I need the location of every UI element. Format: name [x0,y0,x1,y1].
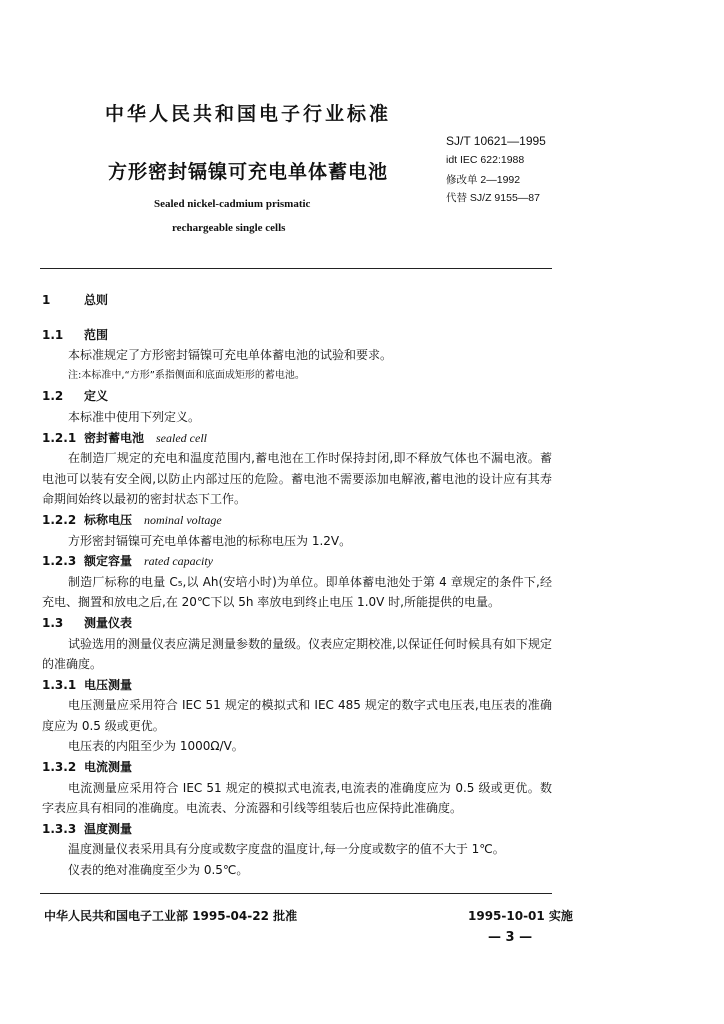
paragraph: 方形密封镉镍可充电单体蓄电池的标称电压为 1.2V。 [68,533,352,548]
amendment-reference: 修改单 2—1992 [446,174,521,186]
document-body [42,290,552,881]
note: 注:本标准中,“方形”系指侧面和底面成矩形的蓄电池。 [68,369,305,381]
section-heading: 1.3.3 温度测量 [42,821,133,836]
standard-code: SJ/T 10621—1995 [446,134,546,148]
paragraph: 制造厂标称的电量 C₅,以 Ah(安培小时)为单位。即单体蓄电池处于第 4 章规定的条件下,经充电、搁置和放电之后,在 20℃下以 5h 率放电到终止电压 1.0V 时,所能提供的电量。 [42,574,552,610]
header-divider [40,268,552,269]
section-heading: 1.2 定义 [42,389,109,404]
paragraph: 电流测量应采用符合 IEC 51 规定的模拟式电流表,电流表的准确度应为 0.5 级或更优。数字表应具有相同的准确度。电流表、分流器和引线等组装后也应保持此准确度。 [42,780,552,816]
paragraph: 试验选用的测量仪表应满足测量参数的量级。仪表应定期校准,以保证任何时候具有如下规定的准确度。 [42,636,552,672]
document-title-cn: 方形密封镉镍可充电单体蓄电池 [108,161,389,183]
section-heading: 1.2.2 标称电压 nominal voltage [42,512,222,527]
effective-date: 1995-10-01 实施 [468,909,573,923]
document-title-en-line1: Sealed nickel-cadmium prismatic [154,198,311,210]
section-heading: 1.2.3 额定容量 rated capacity [42,554,213,569]
document-title-en-line2: rechargeable single cells [172,222,286,234]
section-heading: 1.3 测量仪表 [42,615,133,630]
paragraph: 电压测量应采用符合 IEC 51 规定的模拟式和 IEC 485 规定的数字式电压表,电压表的准确度应为 0.5 级或更优。 [42,698,552,733]
paragraph: 仪表的绝对准确度至少为 0.5℃。 [68,863,249,878]
idt-reference: idt IEC 622:1988 [446,154,525,166]
paragraph: 本标准规定了方形密封镉镍可充电单体蓄电池的试验和要求。 [68,348,393,363]
approval-line: 中华人民共和国电子工业部 1995-04-22 批准 [44,909,298,923]
standard-organization-title: 中华人民共和国电子行业标准 [105,103,392,125]
section-heading: 1.2.1 密封蓄电池 sealed cell [42,430,207,445]
paragraph: 本标准中使用下列定义。 [68,409,201,424]
section-heading: 1.1 范围 [42,327,109,342]
replaces-reference: 代替 SJ/Z 9155—87 [446,192,540,204]
paragraph: 电压表的内阻至少为 1000Ω/V。 [68,739,244,754]
paragraph: 温度测量仪表采用具有分度或数字度盘的温度计,每一分度或数字的值不大于 1℃。 [68,842,505,857]
section-heading: 1.3.1 电压测量 [42,677,133,692]
paragraph: 在制造厂规定的充电和温度范围内,蓄电池在工作时保持封闭,即不释放气体也不漏电液。蓄电池可以装有安全阀,以防止内部过压的危险。蓄电池不需要添加电解液,蓄电池的设计应有其寿命期间始终以最初的密封状态下工作。 [42,451,552,507]
page-number: — 3 — [488,930,533,945]
section-heading: 1.3.2 电流测量 [42,760,133,775]
section-heading: 1 总则 [42,293,109,307]
footer-divider [40,893,552,894]
